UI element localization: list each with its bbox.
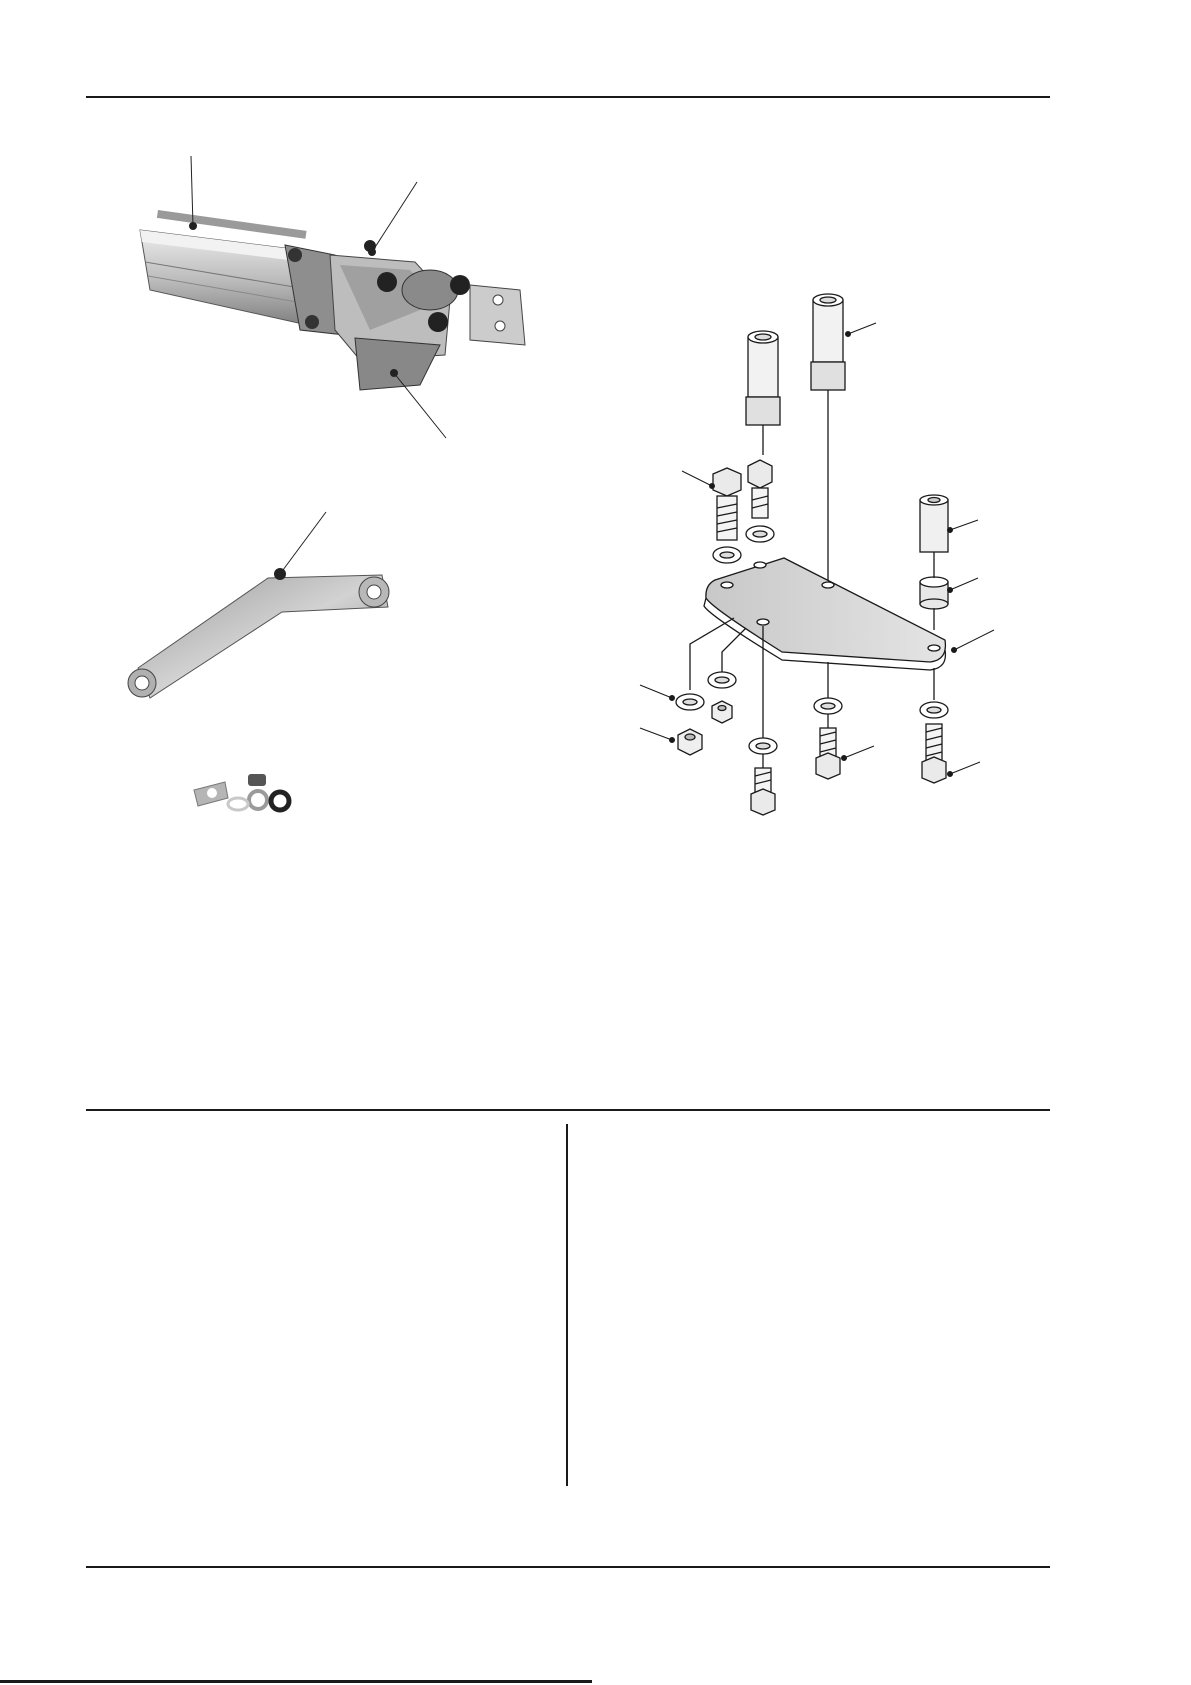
page-edge-rule [0,1680,592,1683]
bracket-exploded-view [640,294,994,815]
upper-bolt-center [748,460,772,518]
text-column-right [584,1124,1050,1486]
section-rule [86,1109,1050,1111]
long-spacer-left [746,331,780,425]
column-divider [566,1124,568,1486]
lower-bolt-mid [816,728,840,779]
bushing [920,577,948,609]
lever-arm [128,512,389,698]
lower-bolt-center [751,768,775,815]
text-column-left [86,1124,552,1486]
long-spacer-right [811,294,845,390]
cylinder-assembly-photo [140,156,525,438]
lower-bolt-right [922,724,946,783]
fastener-set [194,774,289,810]
footer-rule [86,1566,1050,1568]
upper-bolt-left [713,468,741,540]
short-spacer [920,495,948,552]
mounting-plate [704,558,945,670]
